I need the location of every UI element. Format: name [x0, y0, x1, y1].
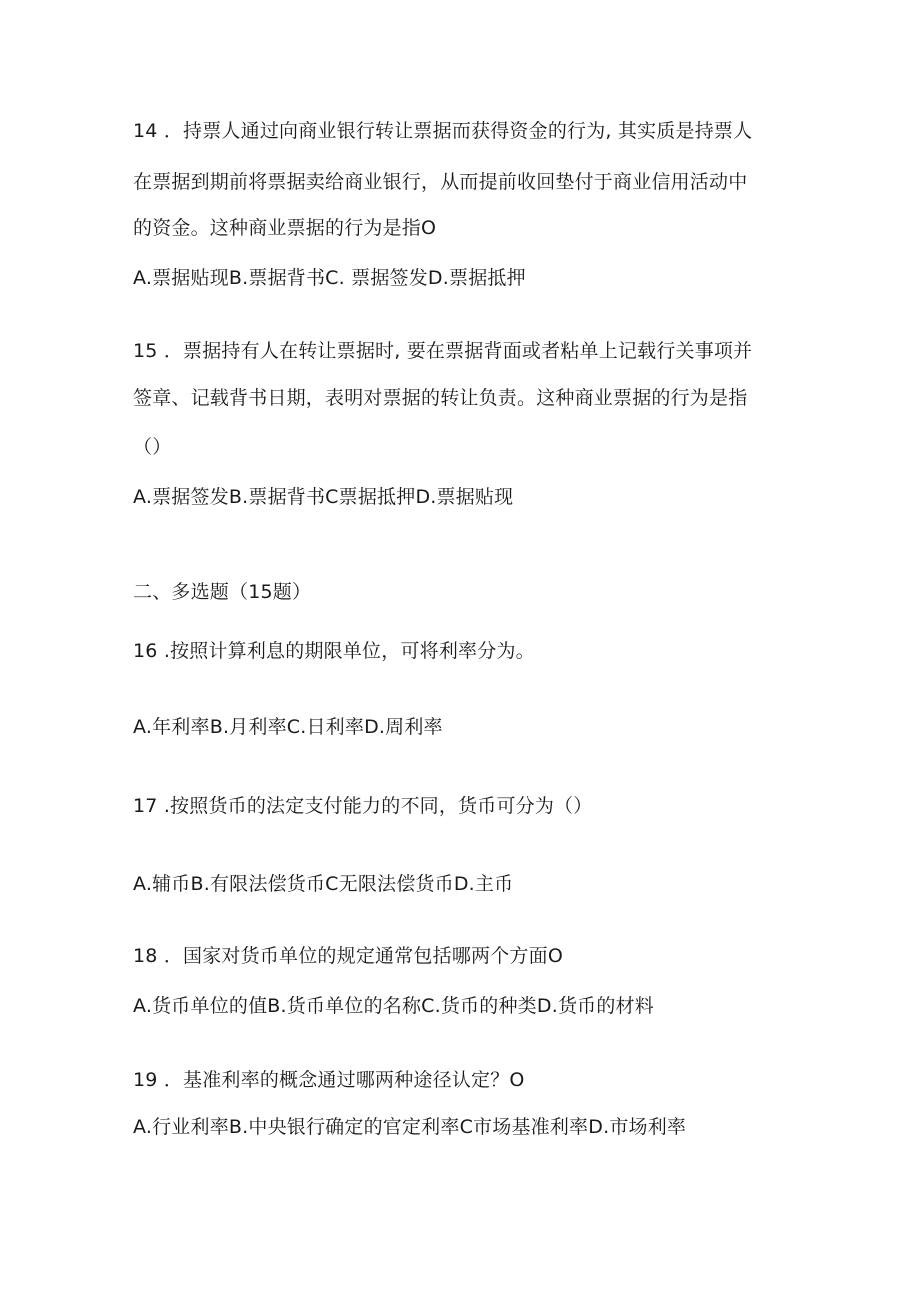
question-17-options: A.辅币B.有限法偿货币C无限法偿货币D.主币 — [133, 873, 514, 895]
section-heading: 二、多选题（15题） — [133, 581, 312, 603]
question-15-line-1: 15 ．票据持有人在转让票据时, 要在票据背面或者粘单上记载行关事项并 — [133, 340, 753, 362]
question-18: 18 ．国家对货币单位的规定通常包括哪两个方面O — [133, 945, 563, 967]
question-14-line-1: 14 ．持票人通过向商业银行转让票据而获得资金的行为, 其实质是持票人 — [133, 120, 753, 142]
question-17: 17 .按照货币的法定支付能力的不同，货币可分为（） — [133, 795, 593, 817]
question-16-options: A.年利率B.月利率C.日利率D.周利率 — [133, 716, 443, 738]
question-15-line-2: 签章、记载背书日期，表明对票据的转让负责。这种商业票据的行为是指 — [133, 387, 748, 409]
question-19: 19 ．基准利率的概念通过哪两种途径认定？O — [133, 1069, 525, 1091]
question-14-line-3: 的资金。这种商业票据的行为是指O — [133, 217, 437, 239]
question-16: 16 .按照计算利息的期限单位，可将利率分为。 — [133, 640, 535, 662]
question-14-options: A.票据贴现B.票据背书C. 票据签发D.票据抵押 — [133, 267, 526, 289]
question-18-options: A.货币单位的值B.货币单位的名称C.货币的种类D.货币的材料 — [133, 995, 654, 1017]
question-15-options: A.票据签发B.票据背书C票据抵押D.票据贴现 — [133, 486, 514, 508]
question-15-line-3: （） — [133, 436, 172, 458]
question-14-line-2: 在票据到期前将票据卖给商业银行，从而提前收回垫付于商业信用活动中 — [133, 171, 748, 193]
question-19-options: A.行业利率B.中央银行确定的官定利率C市场基准利率D.市场利率 — [133, 1116, 687, 1138]
